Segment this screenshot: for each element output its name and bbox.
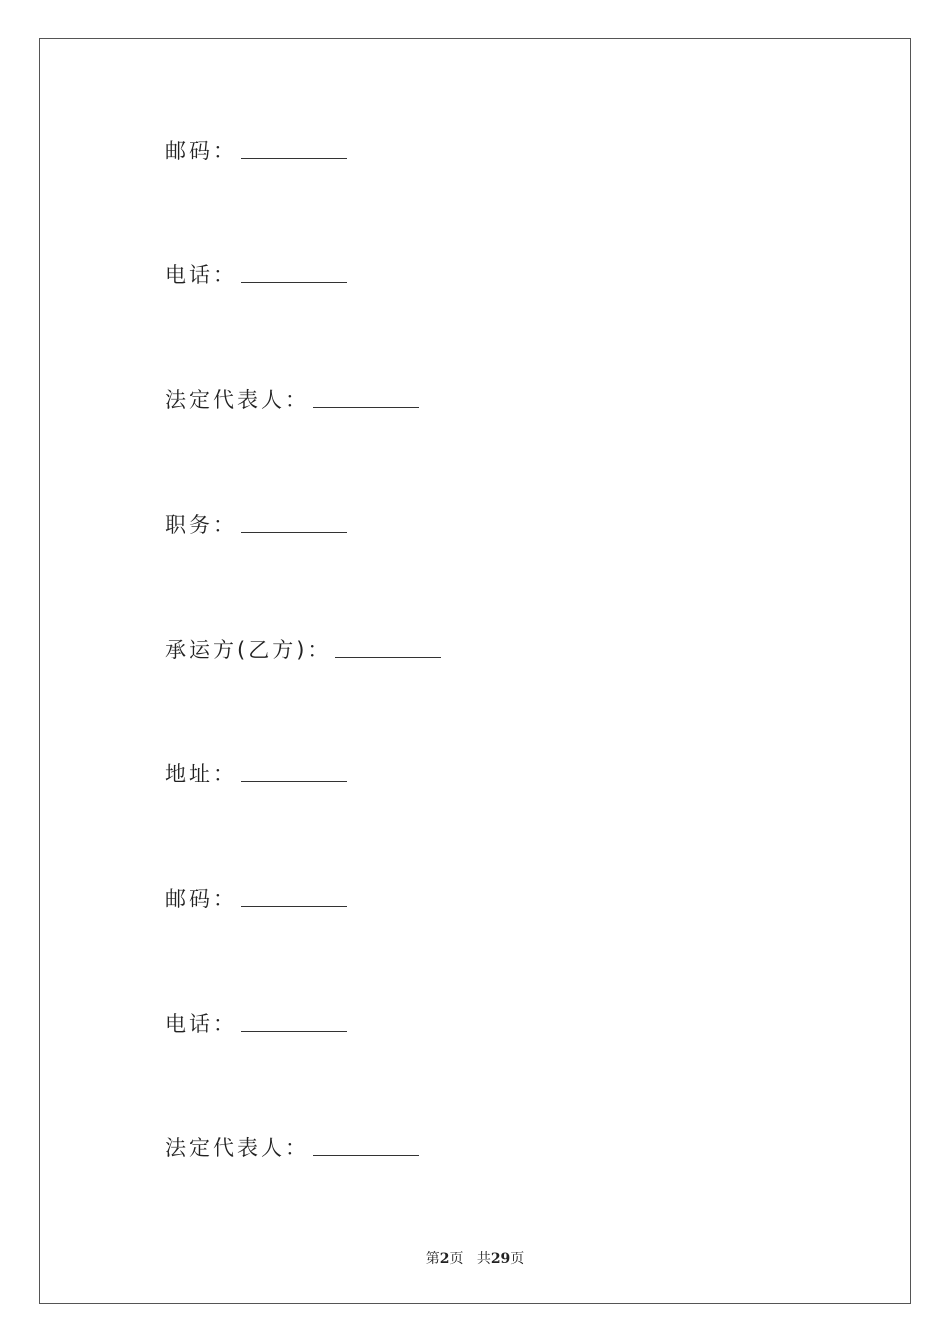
field-label: 邮码： [165,139,237,163]
field-label: 法定代表人： [165,388,309,412]
footer-page-word: 页 [449,1251,464,1267]
field-row-postcode-1 [165,133,347,163]
total-page-number: 29 [490,1251,511,1267]
blank-line[interactable] [313,1154,419,1156]
blank-line[interactable] [241,1030,347,1032]
blank-line[interactable] [241,780,347,782]
field-row-postcode-2 [165,881,347,911]
blank-line[interactable] [241,905,347,907]
blank-line[interactable] [335,656,441,658]
page-footer [0,1248,950,1268]
field-label: 电话： [165,1012,237,1036]
field-row-position [165,507,347,537]
blank-line[interactable] [241,157,347,159]
field-list [165,0,865,1200]
footer-total-word: 页 [510,1251,525,1267]
field-row-phone-1 [165,257,347,287]
field-label: 职务： [165,513,237,537]
field-row-legal-rep-1 [165,382,419,412]
blank-line[interactable] [241,531,347,533]
field-label: 法定代表人： [165,1136,309,1160]
field-label: 承运方(乙方)： [165,638,332,662]
blank-line[interactable] [313,406,419,408]
footer-total-prefix: 共 [476,1251,491,1267]
footer-prefix: 第 [425,1251,440,1267]
field-label: 邮码： [165,887,237,911]
field-row-carrier [165,632,441,662]
blank-line[interactable] [241,281,347,283]
field-label: 地址： [165,762,237,786]
field-row-legal-rep-2 [165,1130,419,1160]
current-page-number: 2 [439,1251,450,1267]
field-row-address [165,756,347,786]
field-row-phone-2 [165,1006,347,1036]
field-label: 电话： [165,263,237,287]
